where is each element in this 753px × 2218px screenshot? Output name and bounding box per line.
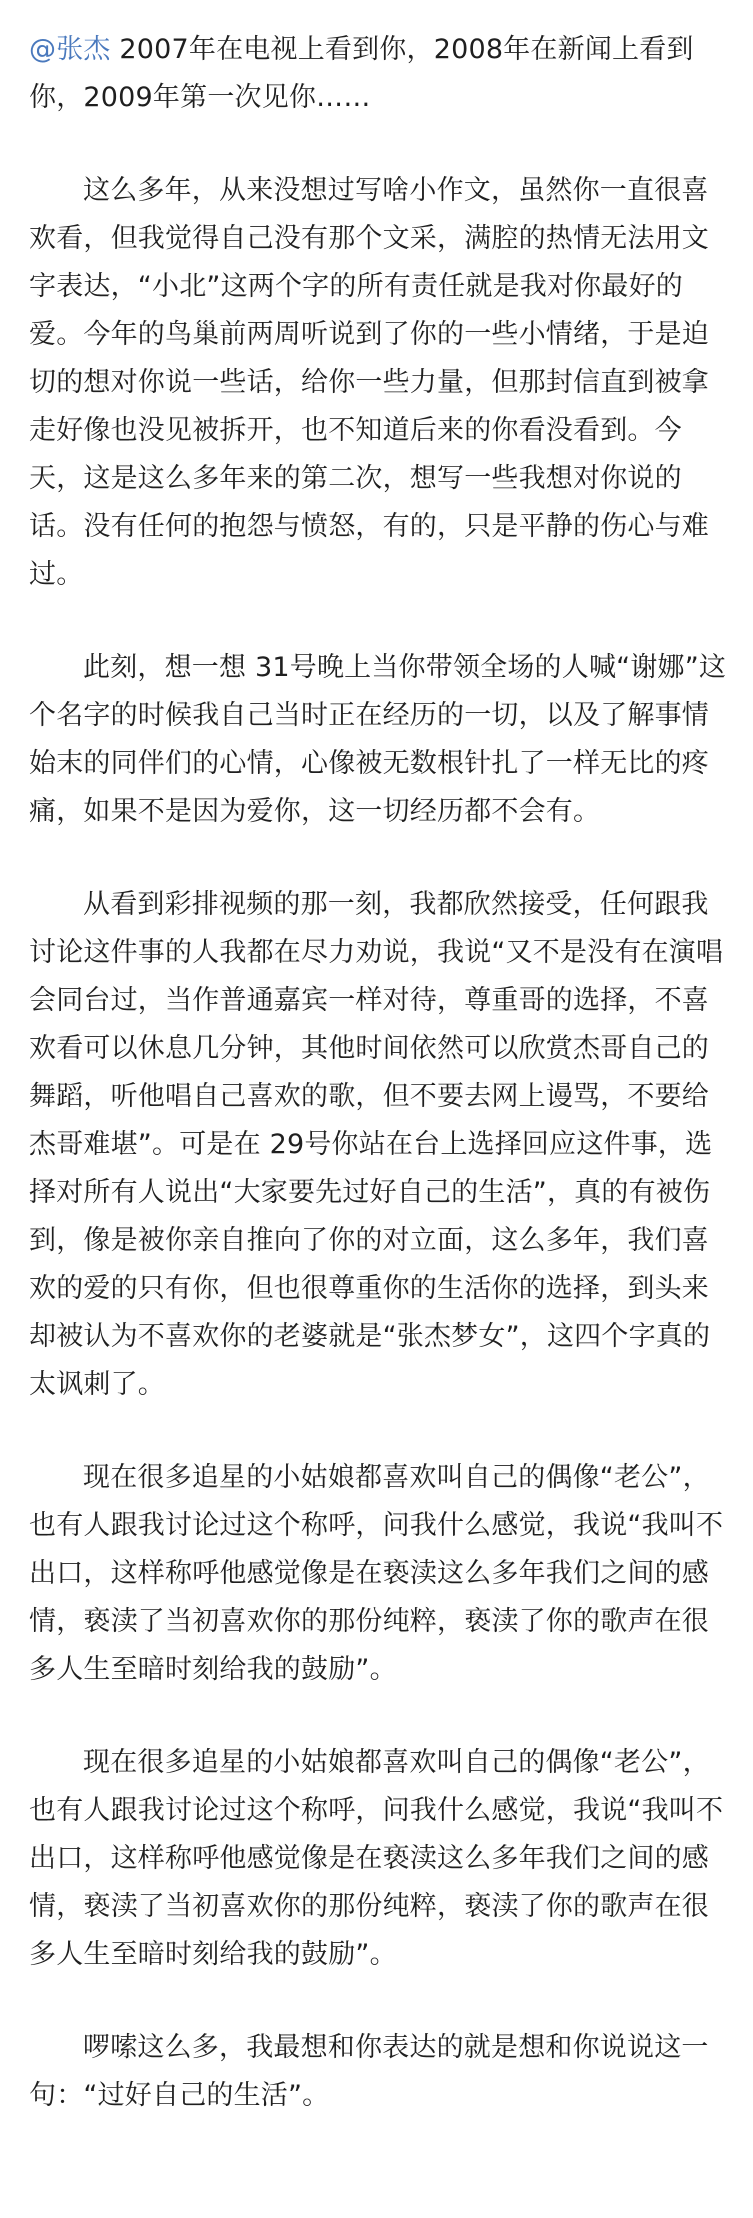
post-paragraph-3: 从看到彩排视频的那一刻，我都欣然接受，任何跟我讨论这件事的人我都在尽力劝说，我说“又不是没有在演唱会同台过，当作普通嘉宾一样对待，尊重哥的选择，不喜欢看可以休息几分钟，其他时间依然可以欣赏杰哥自己的舞蹈，听他唱自己喜欢的歌，但不要去网上谩骂，不要给杰哥难堪”。可是在 29号你站在台上选择回应这件事，选择对所有人说出“大家要先过好自己的生活”，真的有被伤到，像是被你亲自推向了你的对立面，这么多年，我们喜欢的爱的只有你，但也很尊重你的生活你的选择，到头来却被认为不喜欢你的老婆就是“张杰梦女”，这四个字真的太讽刺了。 [29, 889, 724, 1400]
user-mention-link[interactable]: @张杰 [29, 34, 111, 65]
intro-text: 2007年在电视上看到你，2008年在新闻上看到你，2009年第一次见你…… [29, 34, 694, 113]
post-intro [29, 26, 727, 122]
post-paragraph-4: 现在很多追星的小姑娘都喜欢叫自己的偶像“老公”，也有人跟我讨论过这个称呼，问我什么感觉，我说“我叫不出口，这样称呼他感觉像是在亵渎这么多年我们之间的感情，亵渎了当初喜欢你的那份纯粹，亵渎了你的歌声在很多人生至暗时刻给我的鼓励”。 [29, 1462, 724, 1685]
post-paragraph-6: 啰嗦这么多，我最想和你表达的就是想和你说说这一句：“过好自己的生活”。 [29, 2032, 709, 2111]
post-paragraph-1: 这么多年，从来没想过写啥小作文，虽然你一直很喜欢看，但我觉得自己没有那个文采，满腔的热情无法用文字表达，“小北”这两个字的所有责任就是我对你最好的爱。今年的鸟巢前两周听说到了你的一些小情绪，于是迫切的想对你说一些话，给你一些力量，但那封信直到被拿走好像也没见被拆开，也不知道后来的你看没看到。今天，这是这么多年来的第二次，想写一些我想对你说的话。没有任何的抱怨与愤怒，有的，只是平静的伤心与难过。 [29, 175, 709, 590]
post-paragraph-5: 现在很多追星的小姑娘都喜欢叫自己的偶像“老公”，也有人跟我讨论过这个称呼，问我什么感觉，我说“我叫不出口，这样称呼他感觉像是在亵渎这么多年我们之间的感情，亵渎了当初喜欢你的那份纯粹，亵渎了你的歌声在很多人生至暗时刻给我的鼓励”。 [29, 1747, 724, 1970]
post-paragraph-2: 此刻，想一想 31号晚上当你带领全场的人喊“谢娜”这个名字的时候我自己当时正在经历的一切，以及了解事情始末的同伴们的心情，心像被无数根针扎了一样无比的疼痛，如果不是因为爱你，这一切经历都不会有。 [29, 652, 727, 827]
